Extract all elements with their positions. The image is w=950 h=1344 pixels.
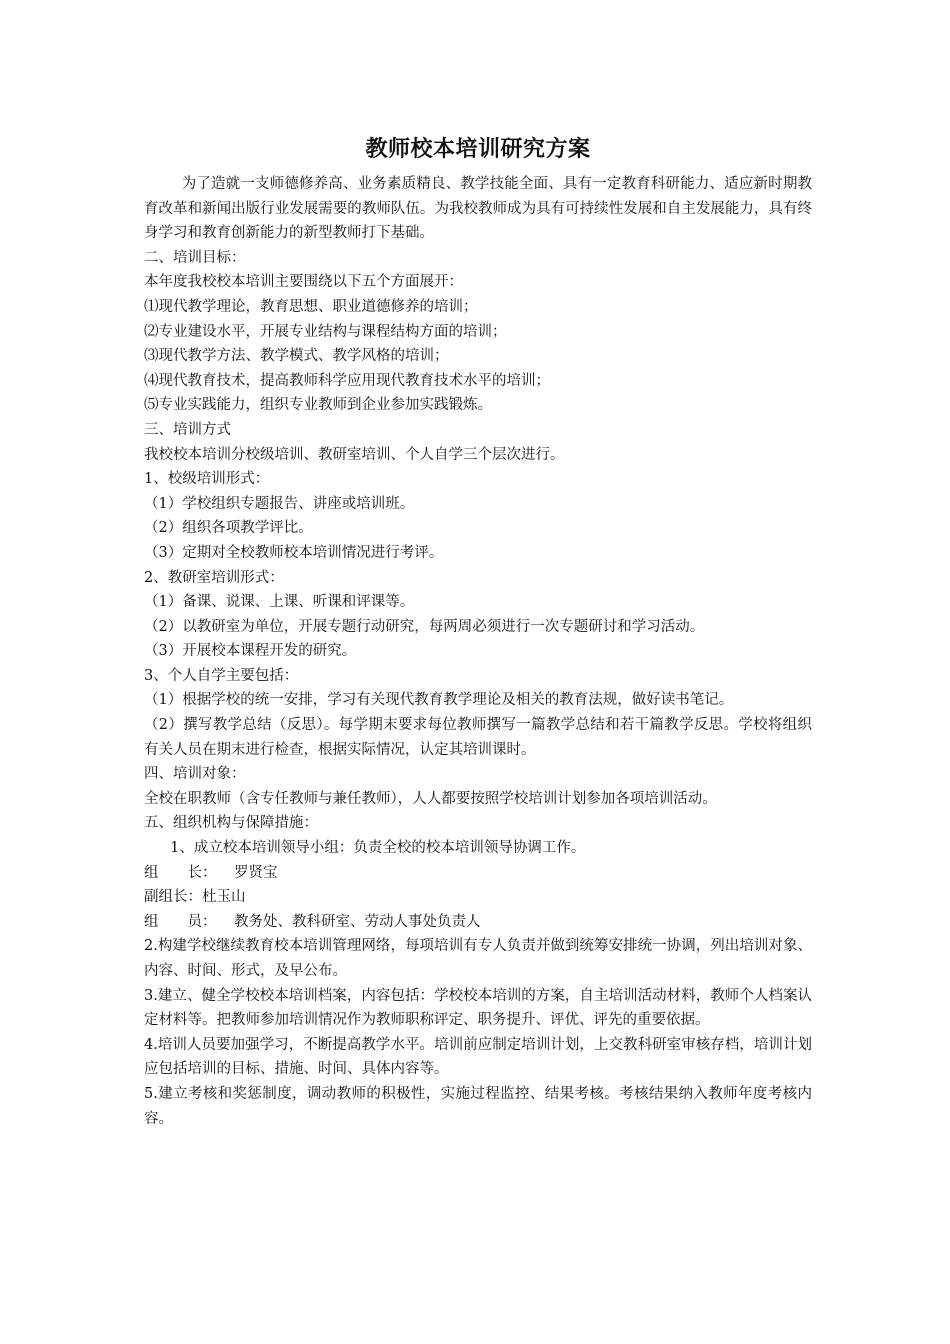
leader-line [144, 861, 812, 886]
section-heading: 五、组织机构与保障措施： [144, 815, 318, 832]
list-item: ⑸专业实践能力，组织专业教师到企业参加实践锻炼。 [144, 397, 492, 414]
list-item: （1）学校组织专题报告、讲座或培训班。 [144, 495, 415, 512]
list-item: （2）组织各项教学评比。 [144, 520, 313, 537]
list-item: ⑷现代教育技术，提高教师科学应用现代教育技术水平的培训； [144, 372, 550, 389]
leader-label: 组 长： [144, 864, 217, 881]
list-item: 4.培训人员要加强学习，不断提高教学水平。培训前应制定培训计划，上交教科研室审核存档，培训计划应包括培训的目标、措施、时间、具体内容等。 [144, 1036, 812, 1078]
list-item: ⑶现代教学方法、教学模式、教学风格的培训； [144, 348, 449, 365]
list-item: （3）开展校本课程开发的研究。 [144, 643, 357, 660]
section-lead: 本年度我校校本培训主要围绕以下五个方面展开： [144, 274, 463, 291]
document-title: 教师校本培训研究方案 [365, 137, 591, 162]
leader-name: 罗贤宝 [234, 864, 278, 881]
subsection-heading: 1、校级培训形式： [144, 471, 270, 488]
list-item: ⑵专业建设水平，开展专业结构与课程结构方面的培训； [144, 323, 507, 340]
list-item: （2）以教研室为单位，开展专题行动研究，每两周必须进行一次专题研讨和学习活动。 [144, 618, 705, 635]
section-heading: 三、培训方式 [144, 421, 231, 438]
list-item: （3）定期对全校教师校本培训情况进行考评。 [144, 544, 444, 561]
subsection-heading: 2、教研室培训形式： [144, 569, 284, 586]
list-item: （1）备课、说课、上课、听课和评课等。 [144, 594, 415, 611]
list-item: 5.建立考核和奖惩制度，调动教师的积极性，实施过程监控、结果考核。考核结果纳入教师年度考核内容。 [144, 1085, 812, 1127]
section-text: 全校在职教师（含专任教师与兼任教师），人人都要按照学校培训计划参加各项培训活动。 [144, 790, 717, 807]
intro-paragraph: 为了造就一支师德修养高、业务素质精良、教学技能全面、具有一定教育科研能力、适应新时期教育改革和新闻出版行业发展需要的教师队伍。为我校教师成为具有可持续性发展和自主发展能力，具有终身学习和教育创新能力的新型教师打下基础。 [144, 176, 812, 242]
list-item: 2.构建学校继续教育校本培训管理网络，每项培训有专人负责并做到统筹安排统一协调，列出培训对象、内容、时间、形式，及早公布。 [144, 938, 812, 979]
list-item: ⑴现代教学理论，教育思想、职业道德修养的培训； [144, 298, 478, 315]
list-item: 1、成立校本培训领导小组：负责全校的校本培训领导协调工作。 [170, 840, 586, 857]
subsection-heading: 3、个人自学主要包括： [144, 667, 299, 684]
deputy-name: 杜玉山 [202, 889, 246, 906]
deputy-line [144, 885, 812, 910]
deputy-label: 副组长： [144, 889, 202, 906]
section-lead: 我校校本培训分校级培训、教研室培训、个人自学三个层次进行。 [144, 446, 565, 463]
list-item: 3.建立、健全学校校本培训档案，内容包括：学校校本培训的方案，自主培训活动材料，教师个人档案认定材料等。把教师参加培训情况作为教师职称评定、职务提升、评优、评先的重要依据。 [144, 987, 812, 1029]
section-heading: 四、培训对象： [144, 766, 246, 783]
members-line [144, 910, 812, 935]
list-item: （2）撰写教学总结（反思）。每学期末要求每位教师撰写一篇教学总结和若干篇教学反思。学校将组织有关人员在期末进行检查，根据实际情况，认定其培训课时。 [144, 717, 812, 758]
members-text: 教务处、教科研室、劳动人事处负责人 [234, 913, 481, 930]
section-heading: 二、培训目标： [144, 249, 246, 266]
document-page [144, 130, 812, 1131]
members-label: 组 员： [144, 913, 217, 930]
list-item: （1）根据学校的统一安排，学习有关现代教育教学理论及相关的教育法规，做好读书笔记。 [144, 692, 734, 709]
